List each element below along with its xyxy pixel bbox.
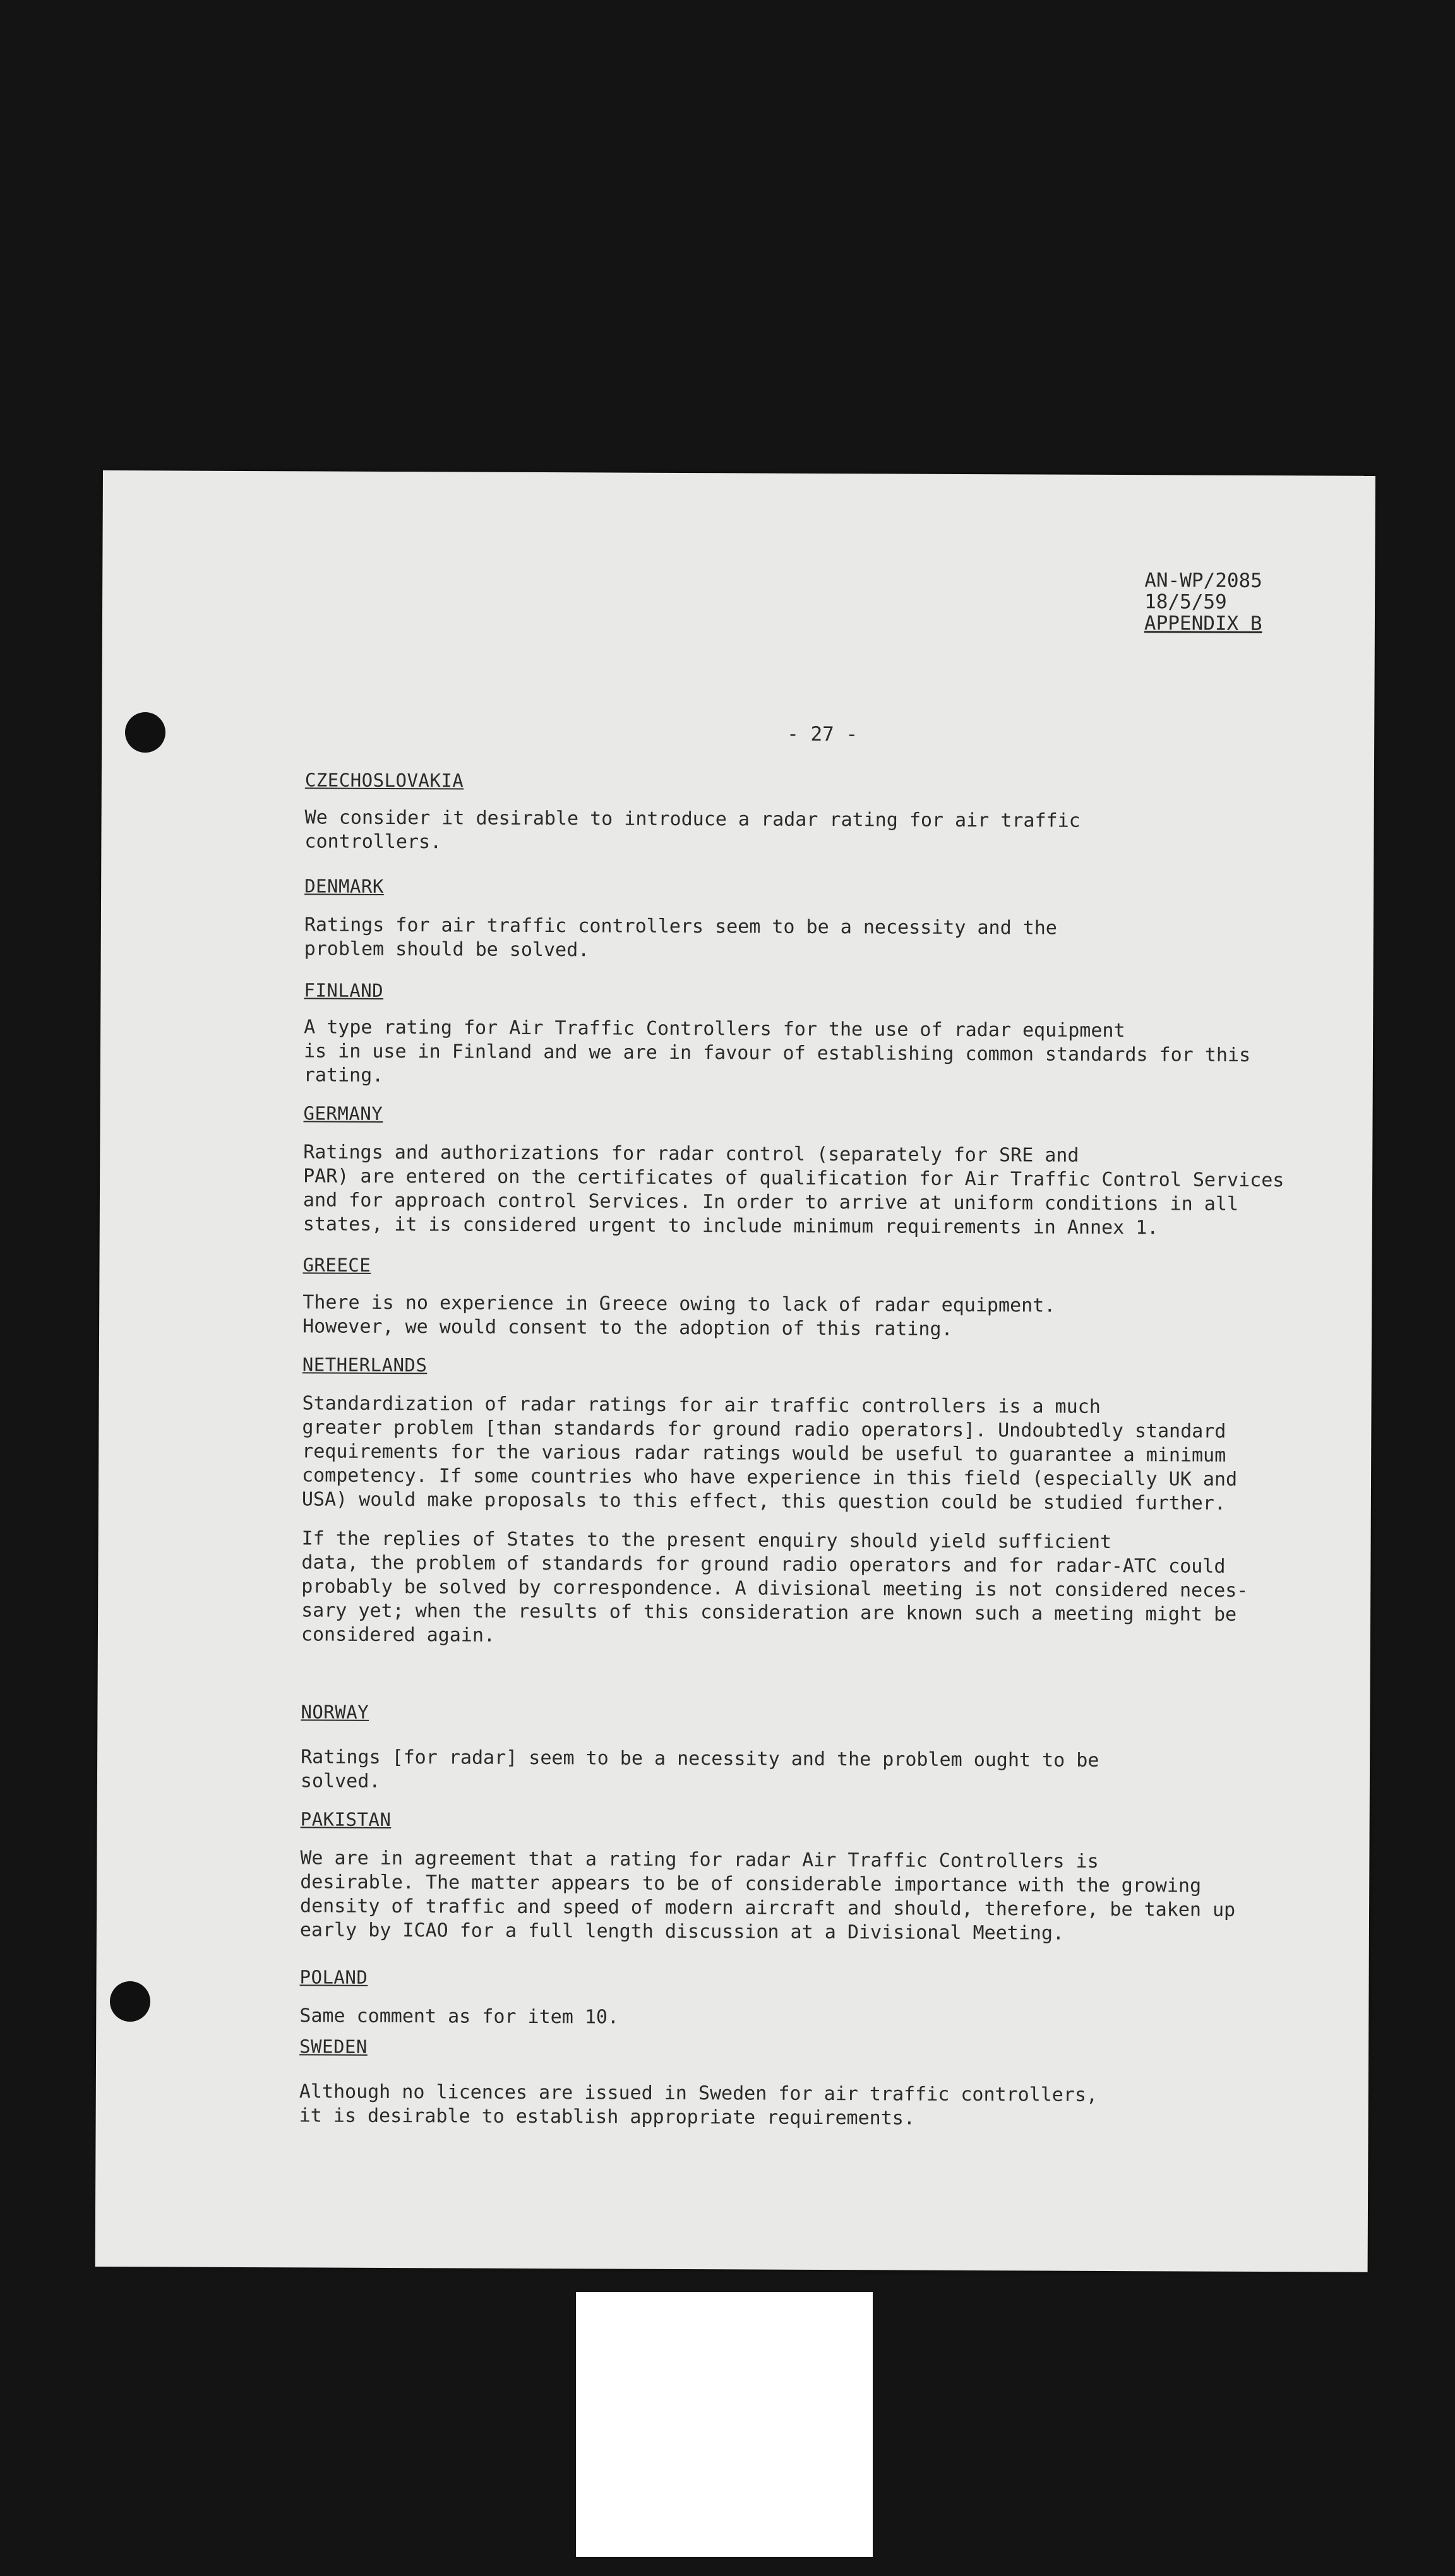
country-heading: GERMANY — [303, 1102, 383, 1124]
section-paragraph: A type rating for Air Traffic Controllers for the use of radar equipment is in use in Finland and we are in favour of establishing common standards for this rating. — [303, 1016, 1251, 1087]
country-heading: GREECE — [302, 1254, 371, 1276]
country-heading: NETHERLANDS — [302, 1354, 428, 1376]
country-heading: POLAND — [299, 1966, 368, 1988]
reference-appendix: APPENDIX B — [1144, 612, 1262, 636]
section-paragraph: Ratings for air traffic controllers seem to be a necessity and the problem should be solved. — [304, 914, 1057, 962]
document-reference — [1144, 569, 1262, 635]
country-heading: CZECHOSLOVAKIA — [304, 769, 464, 792]
page-number: - 27 - — [787, 722, 858, 746]
section-paragraph: Although no licences are issued in Sweden for air traffic controllers, it is desirable to establish appropriate requirements. — [299, 2080, 1098, 2130]
punch-hole-bottom — [110, 1981, 150, 2022]
reference-code: AN-WP/2085 — [1144, 569, 1262, 593]
section-paragraph: We consider it desirable to introduce a radar rating for air traffic controllers. — [304, 806, 1081, 854]
section-paragraph: We are in agreement that a rating for radar Air Traffic Controllers is desirable. The matter appears to be of considerable importance with the growing density of traffic and speed of modern aircraft and should, therefore, be taken up early by ICAO for a full length discussion at a Divisional Meeting. — [299, 1847, 1236, 1945]
reference-date: 18/5/59 — [1144, 590, 1227, 614]
country-heading: DENMARK — [304, 875, 384, 897]
country-heading: NORWAY — [301, 1701, 369, 1723]
section-paragraph: Standardization of radar ratings for air traffic controllers is a much greater problem [than standards for ground radio operators]. Undoubtedly standard requirements for the various radar ratings would be useful to guarantee a minimum competency. If some countries who have experience in this field (especially UK and USA) would make proposals to this effect, this question could be studied further. — [301, 1392, 1238, 1515]
section-paragraph: Ratings [for radar] seem to be a necessity and the problem ought to be solved. — [300, 1746, 1099, 1792]
blank-card — [576, 2292, 873, 2557]
section-paragraph: Same comment as for item 10. — [299, 2005, 620, 2029]
section-paragraph: There is no experience in Greece owing to lack of radar equipment. However, we would consent to the adoption of this rating. — [302, 1291, 1056, 1340]
country-heading: SWEDEN — [299, 2036, 368, 2058]
country-heading: PAKISTAN — [300, 1808, 392, 1831]
country-heading: FINLAND — [304, 979, 384, 1001]
punch-hole-top — [125, 712, 165, 753]
section-paragraph: Ratings and authorizations for radar control (separately for SRE and PAR) are entered on the certificates of qualification for Air Traffic Control Services and for approach control Services. In order to arrive at uniform conditions in all states, it is considered urgent to include minimum requirements in Annex 1. — [302, 1141, 1284, 1239]
section-paragraph: If the replies of States to the present enquiry should yield sufficient data, the problem of standards for ground radio operators and for radar-ATC could probably be solved by correspondence. A divisional meeting is not considered neces- sary yet; when the results of this consideration are known such a meeting might be considered again. — [301, 1527, 1248, 1647]
document-page — [95, 470, 1375, 2272]
